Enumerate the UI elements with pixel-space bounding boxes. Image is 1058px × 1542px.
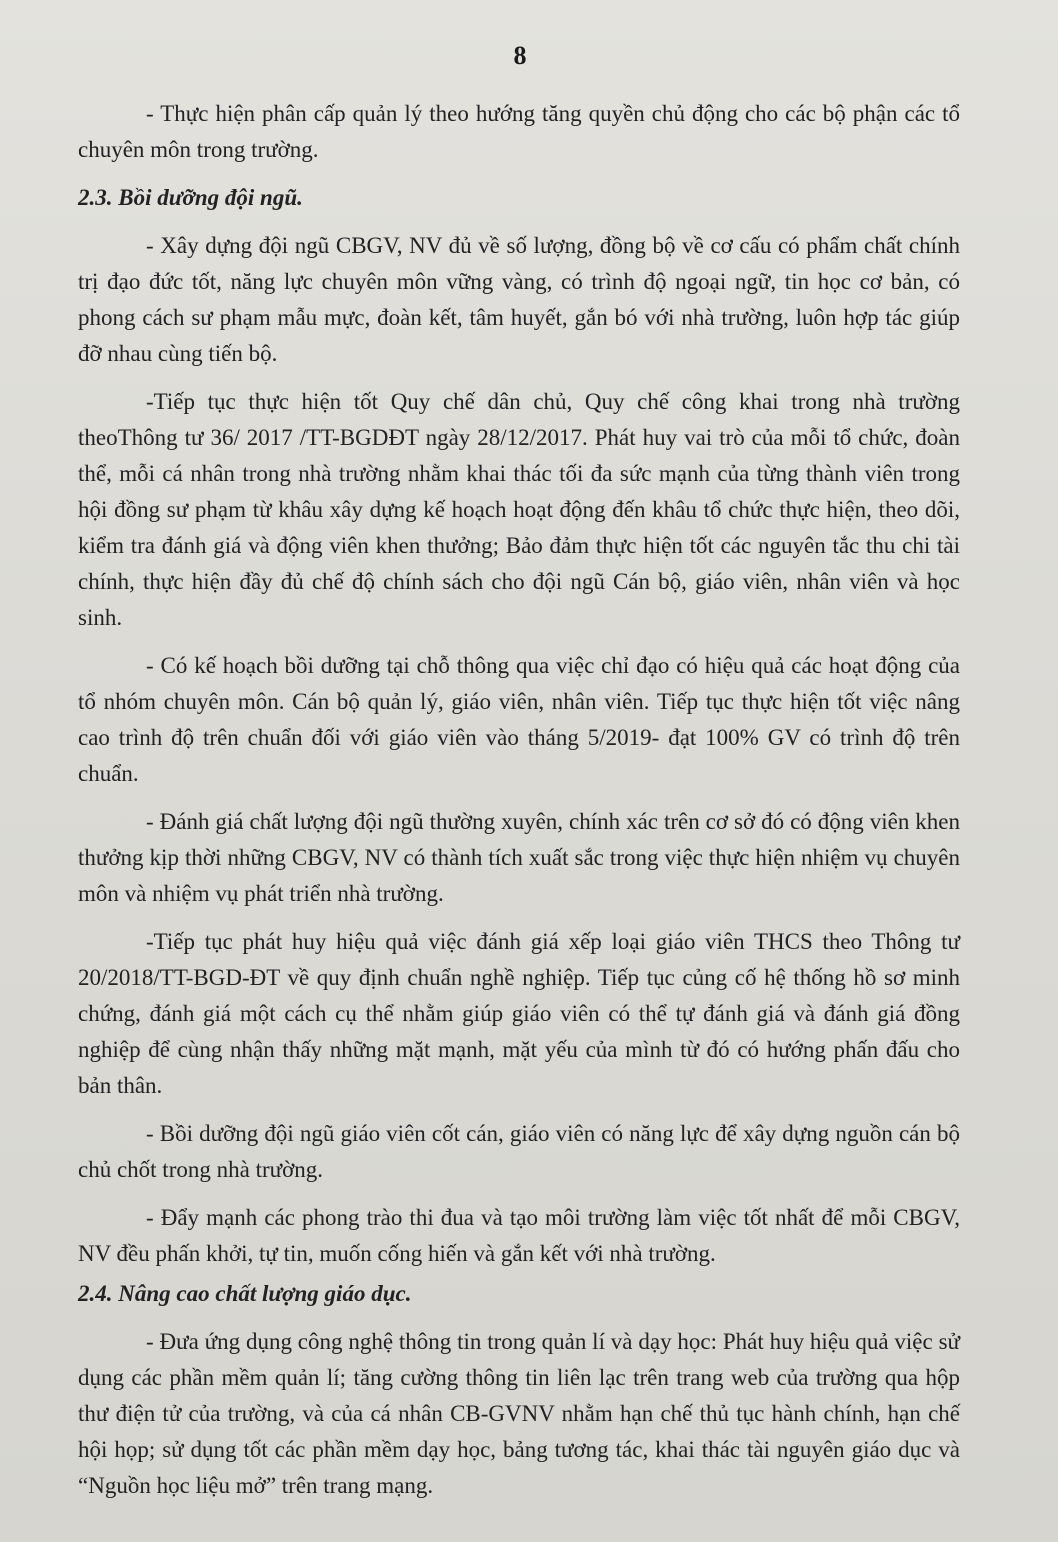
section-heading-2-4: 2.4. Nâng cao chất lượng giáo dục.: [78, 1281, 412, 1306]
paragraph-decentralization: - Thực hiện phân cấp quản lý theo hướng tăng quyền chủ động cho các bộ phận các tổ chuyên môn trong trường.: [78, 101, 960, 162]
paragraph-teacher-ranking: -Tiếp tục phát huy hiệu quả việc đánh giá xếp loại giáo viên THCS theo Thông tư 20/2018/TT-BGD-ĐT về quy định chuẩn nghề nghiệp. Tiếp tục củng cố hệ thống hồ sơ minh chứng, đánh giá một cách cụ thể nhằm giúp giáo viên có thể tự đánh giá và đánh giá đồng nghiệp để cùng nhận thấy những mặt mạnh, mặt yếu của mình từ đó có hướng phấn đấu cho bản thân.: [78, 929, 960, 1098]
paragraph-it-application: - Đưa ứng dụng công nghệ thông tin trong quản lí và dạy học: Phát huy hiệu quả việc sử dụng các phần mềm quản lí; tăng cường thông tin liên lạc trên trang web của trường qua hộp thư điện tử của trường, và của cá nhân CB-GVNV nhằm hạn chế thủ tục hành chính, hạn chế hội họp; sử dụng tốt các phần mềm dạy học, bảng tương tác, khai thác tài nguyên giáo dục và “Nguồn học liệu mở” trên trang mạng.: [78, 1329, 960, 1498]
page-number: 8: [513, 41, 527, 70]
paragraph-democracy-regulation: -Tiếp tục thực hiện tốt Quy chế dân chủ, Quy chế công khai trong nhà trường theoThông tư 36/ 2017 /TT-BGDĐT ngày 28/12/2017. Phát huy vai trò của mỗi tổ chức, đoàn thể, mỗi cá nhân trong nhà trường nhằm khai thác tối đa sức mạnh của từng thành viên trong hội đồng sư phạm từ khâu xây dựng kế hoạch hoạt động đến khâu tổ chức thực hiện, theo dõi, kiểm tra đánh giá và động viên khen thưởng; Bảo đảm thực hiện tốt các nguyên tắc thu chi tài chính, thực hiện đầy đủ chế độ chính sách cho đội ngũ Cán bộ, giáo viên, nhân viên và học sinh.: [78, 389, 960, 630]
paragraph-build-staff: - Xây dựng đội ngũ CBGV, NV đủ về số lượng, đồng bộ về cơ cấu có phẩm chất chính trị đạo đức tốt, năng lực chuyên môn vững vàng, có trình độ ngoại ngữ, tin học cơ bản, có phong cách sư phạm mẫu mực, đoàn kết, tâm huyết, gắn bó với nhà trường, luôn hợp tác giúp đỡ nhau cùng tiến bộ.: [78, 233, 960, 366]
paragraph-core-teachers: - Bồi dưỡng đội ngũ giáo viên cốt cán, giáo viên có năng lực để xây dựng nguồn cán bộ chủ chốt trong nhà trường.: [78, 1121, 960, 1182]
section-heading-2-3: 2.3. Bồi dưỡng đội ngũ.: [78, 185, 303, 210]
paragraph-on-site-training: - Có kế hoạch bồi dưỡng tại chỗ thông qua việc chỉ đạo có hiệu quả các hoạt động của tổ nhóm chuyên môn. Cán bộ quản lý, giáo viên, nhân viên. Tiếp tục thực hiện tốt việc nâng cao trình độ trên chuẩn đối với giáo viên vào tháng 5/2019- đạt 100% GV có trình độ trên chuẩn.: [78, 653, 960, 786]
page-body: [78, 96, 960, 1516]
paragraph-staff-evaluation: - Đánh giá chất lượng đội ngũ thường xuyên, chính xác trên cơ sở đó có động viên khen thưởng kịp thời những CBGV, NV có thành tích xuất sắc trong việc thực hiện nhiệm vụ chuyên môn và nhiệm vụ phát triển nhà trường.: [78, 809, 960, 906]
paragraph-emulation-movement: - Đẩy mạnh các phong trào thi đua và tạo môi trường làm việc tốt nhất để mỗi CBGV, NV đều phấn khởi, tự tin, muốn cống hiến và gắn kết với nhà trường.: [78, 1205, 960, 1266]
